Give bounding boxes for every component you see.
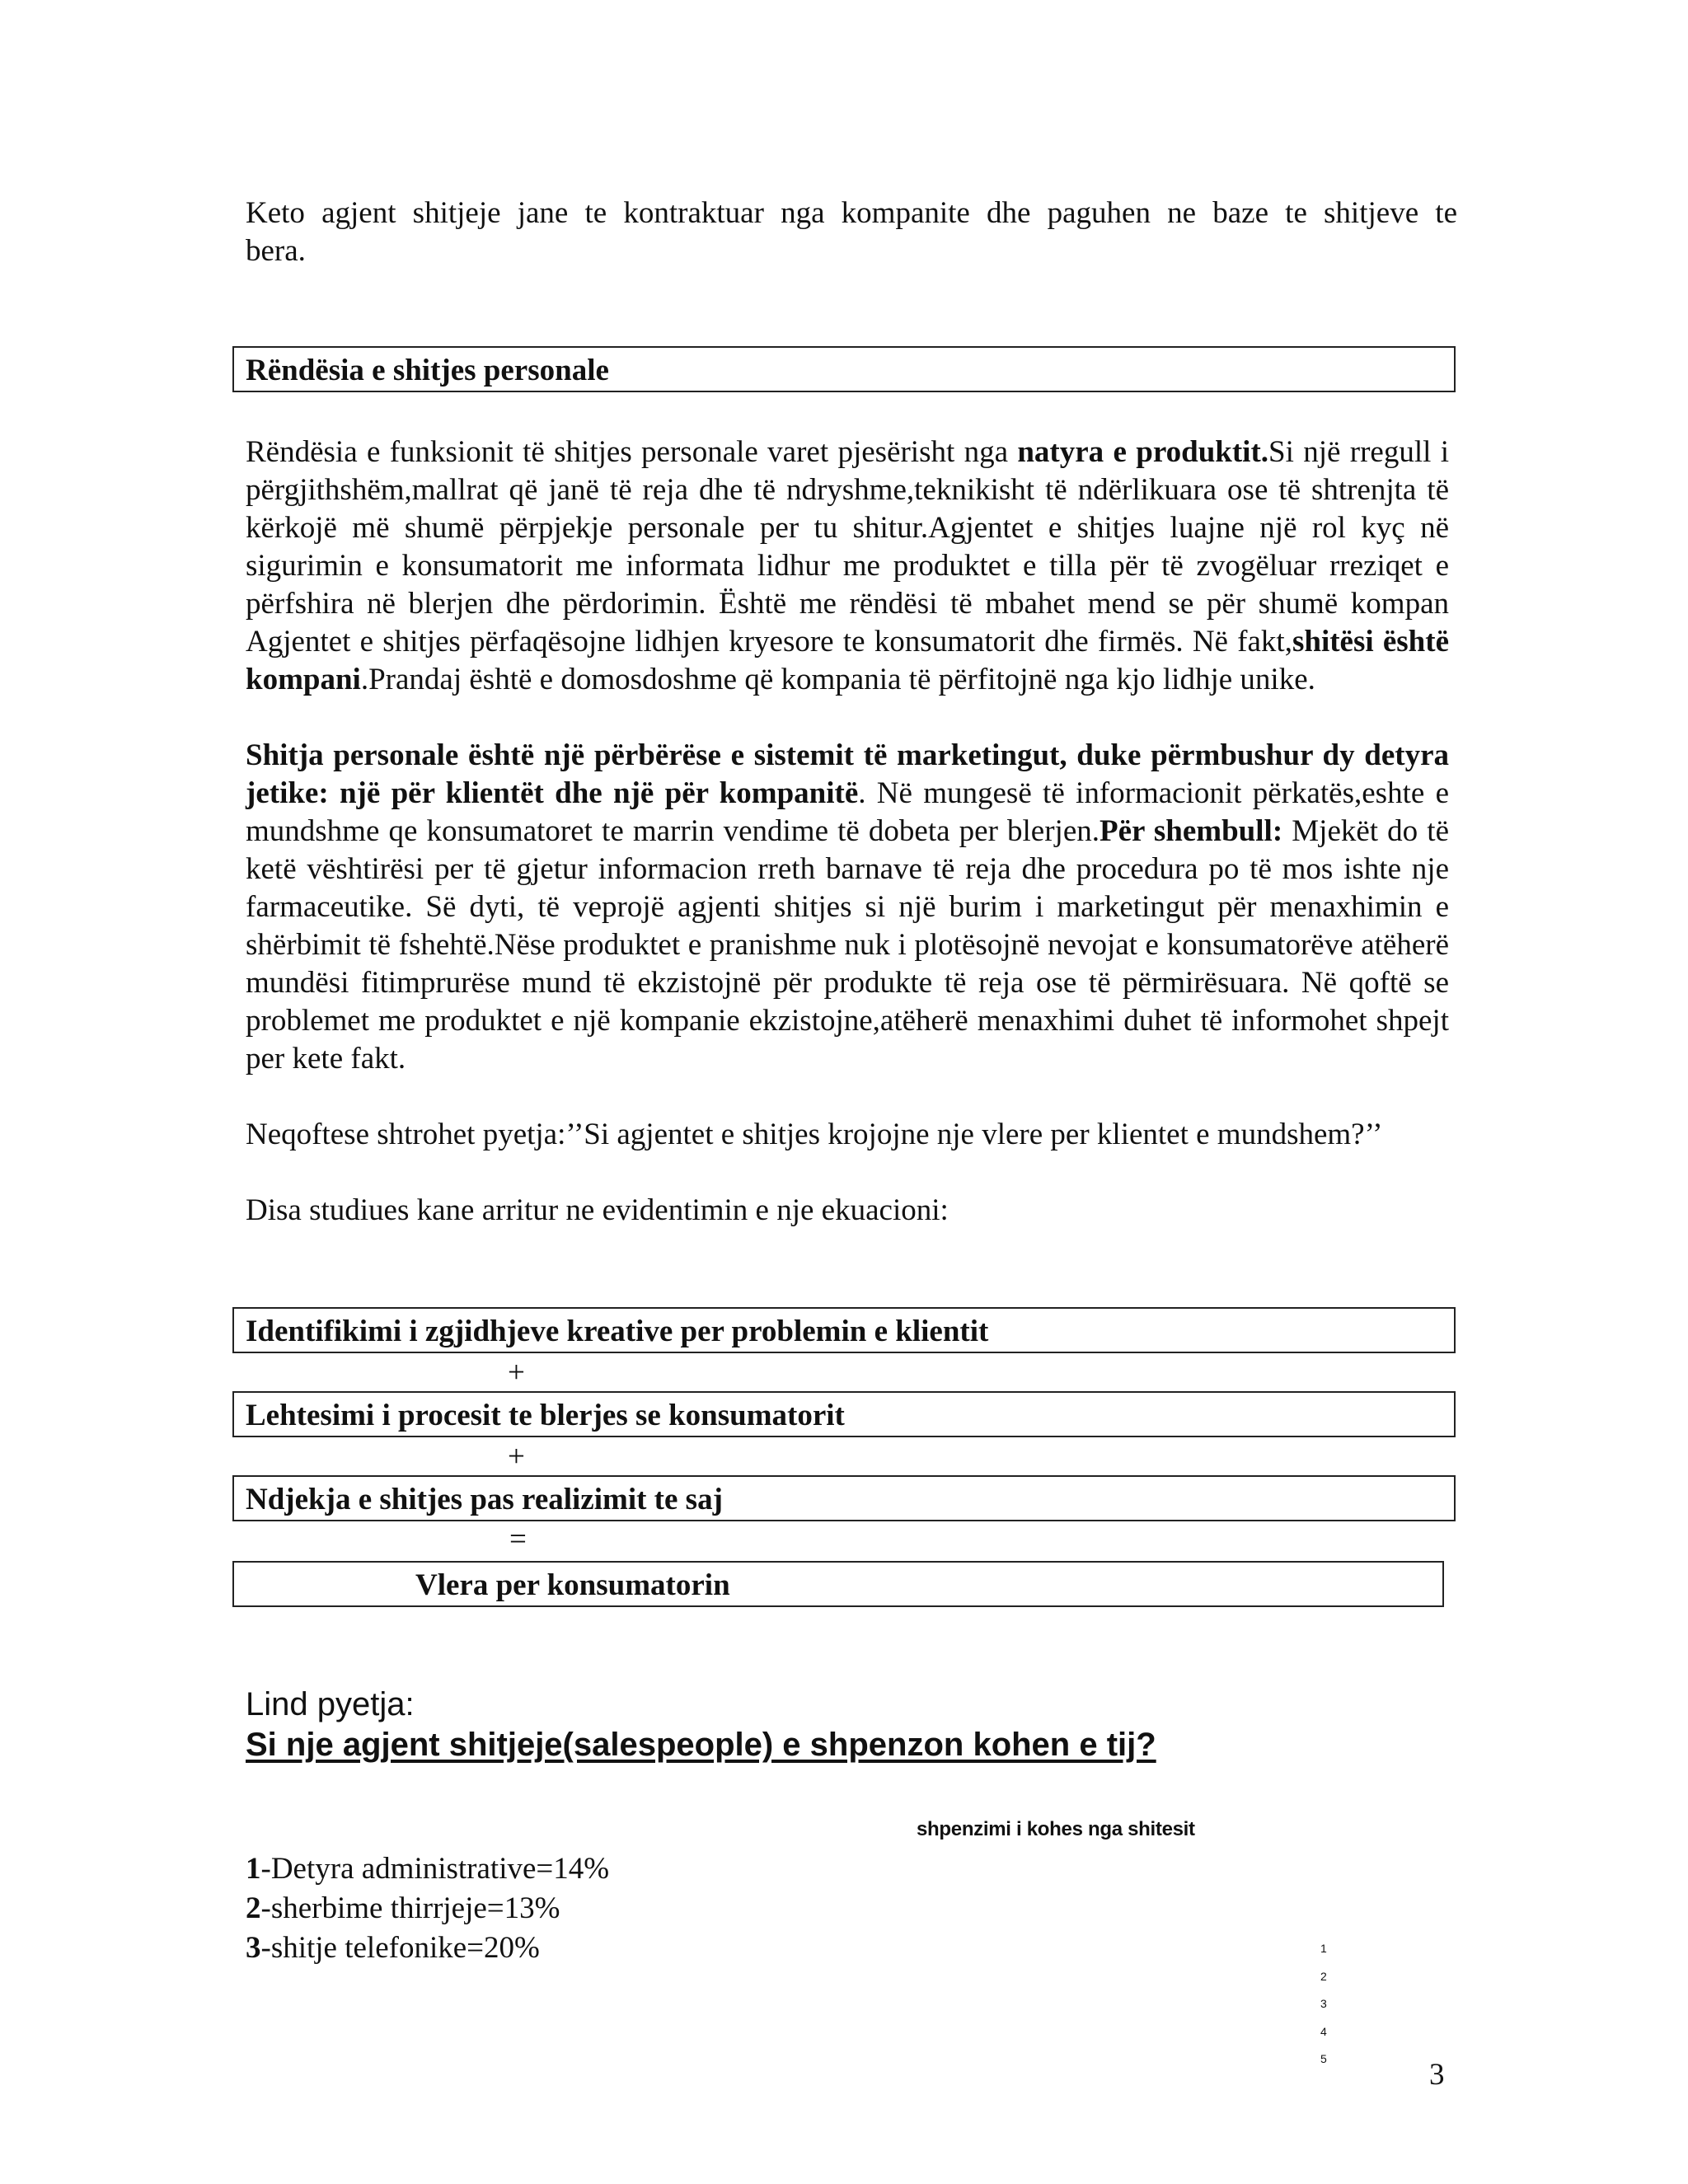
p2-bold-lead: Shitja personale është një përbërëse e sistemit të marketingut, duke përmbushur dy detyra jetike: një për klientët dhe një për kompanitë <box>246 738 1449 810</box>
equation-result-text: Vlera per konsumatorin <box>415 1568 730 1602</box>
list-item-2-text: -sherbime thirrjeje=13% <box>260 1891 560 1925</box>
intro-line-1: Keto agjent shitjeje jane te kontraktuar nga kompanite dhe paguhen ne baze te shitjeve te <box>246 196 1457 230</box>
section-heading: Rëndësia e shitjes personale <box>246 354 609 387</box>
equation-plus-1: + <box>508 1356 525 1390</box>
page-number: 3 <box>1429 2058 1445 2092</box>
p2-text-b: . Në mungesë të informacionit përkatës,eshte e mundshme qe konsumatoret te marrin vendime të dobeta per blerjen. <box>246 776 1449 848</box>
equation-box-3-text: Ndjekja e shitjes pas realizimit te saj <box>246 1483 723 1516</box>
time-list <box>246 1849 609 1968</box>
p1-text-e: .Prandaj është e domosdoshme që kompania të përfitojnë nga kjo lidhje unike. <box>360 663 1315 696</box>
list-item-1 <box>246 1849 609 1889</box>
question-title: Si nje agjent shitjeje(salespeople) e shpenzon kohen e tij? <box>246 1727 1156 1763</box>
p2-text-d: Mjekët do të ketë vështirësi per të gjetur informacion rreth barnave të reja dhe procedura po të mos ishte nje farmaceutike. Së dyti, të veprojë agjenti shitjes si një burim i marketingut për menaxhimin e shërbimit të fshehtë.Nëse produktet e pranishme nuk i plotësojnë nevojat e konsumatorëve atëherë mundësi fitimprurëse mund të ekzistojnë për produkte të reja ose të përmirësuara. Në qoftë se problemet me produktet e një kompanie ekzistojne,atëherë menaxhimi duhet të informohet shpejt per kete fakt. <box>246 814 1449 1076</box>
p1-bold-salesman: shitësi është kompani <box>246 625 1450 696</box>
equation-box-4 <box>232 1561 1444 1607</box>
intro-line-2: bera. <box>246 234 306 268</box>
list-item-3 <box>246 1929 609 1968</box>
body-paragraph-1 <box>246 434 1449 699</box>
question-paragraph: Neqoftese shtrohet pyetja:’’Si agjentet e shitjes krojojne nje vlere per klientet e mundshem?’’ <box>246 1118 1383 1151</box>
body-paragraph-2 <box>246 737 1449 1078</box>
chart-legend-item-1: 1 <box>1320 1942 1327 1955</box>
question-lead: Lind pyetja: <box>246 1686 415 1722</box>
list-item-1-text: -Detyra administrative=14% <box>260 1852 610 1886</box>
p1-text-c: Si një rregull i përgjithshëm,mallrat që janë të reja dhe të ndryshme,teknikisht të ndërlikuara ose të shtrenjta të kërkojë më shumë përpjekje personale per tu shitur.Agjentet e shitjes luajne një rol kyç në sigurimin e konsumatorit me informata lidhur me produktet e tilla për të zvogëluar rreziqet e përfshira në blerjen dhe përdorimin. Është me rëndësi të mbahet mend se për shumë kompan Agjentet e shitjes përfaqësojne lidhjen kryesore te konsumatorit dhe firmës. Në fakt, <box>246 435 1450 658</box>
chart-legend-item-3: 3 <box>1320 1997 1327 2010</box>
list-item-2-number: 2 <box>246 1891 261 1925</box>
list-item-3-number: 3 <box>246 1931 261 1965</box>
equation-box-2-text: Lehtesimi i procesit te blerjes se konsumatorit <box>246 1399 845 1432</box>
list-item-2 <box>246 1889 609 1929</box>
p1-text-a: Rëndësia e funksionit të shitjes personale varet pjesërisht nga <box>246 435 1018 469</box>
chart-title: shpenzimi i kohes nga shitesit <box>917 1818 1195 1840</box>
intro-paragraph <box>246 194 1457 270</box>
equation-box-1-text: Identifikimi i zgjidhjeve kreative per problemin e klientit <box>246 1315 989 1348</box>
equation-equals: = <box>509 1522 527 1556</box>
chart-legend-item-5: 5 <box>1320 2052 1327 2065</box>
list-item-3-text: -shitje telefonike=20% <box>260 1931 540 1965</box>
p2-bold-example: Për shembull: <box>1100 814 1283 848</box>
list-item-1-number: 1 <box>246 1852 261 1886</box>
chart-legend-item-4: 4 <box>1320 2024 1327 2038</box>
equation-intro: Disa studiues kane arritur ne evidentimin e nje ekuacioni: <box>246 1193 949 1227</box>
equation-plus-2: + <box>508 1440 525 1474</box>
chart-legend-item-2: 2 <box>1320 1969 1327 1983</box>
p1-bold-nature: natyra e produktit. <box>1017 435 1269 469</box>
